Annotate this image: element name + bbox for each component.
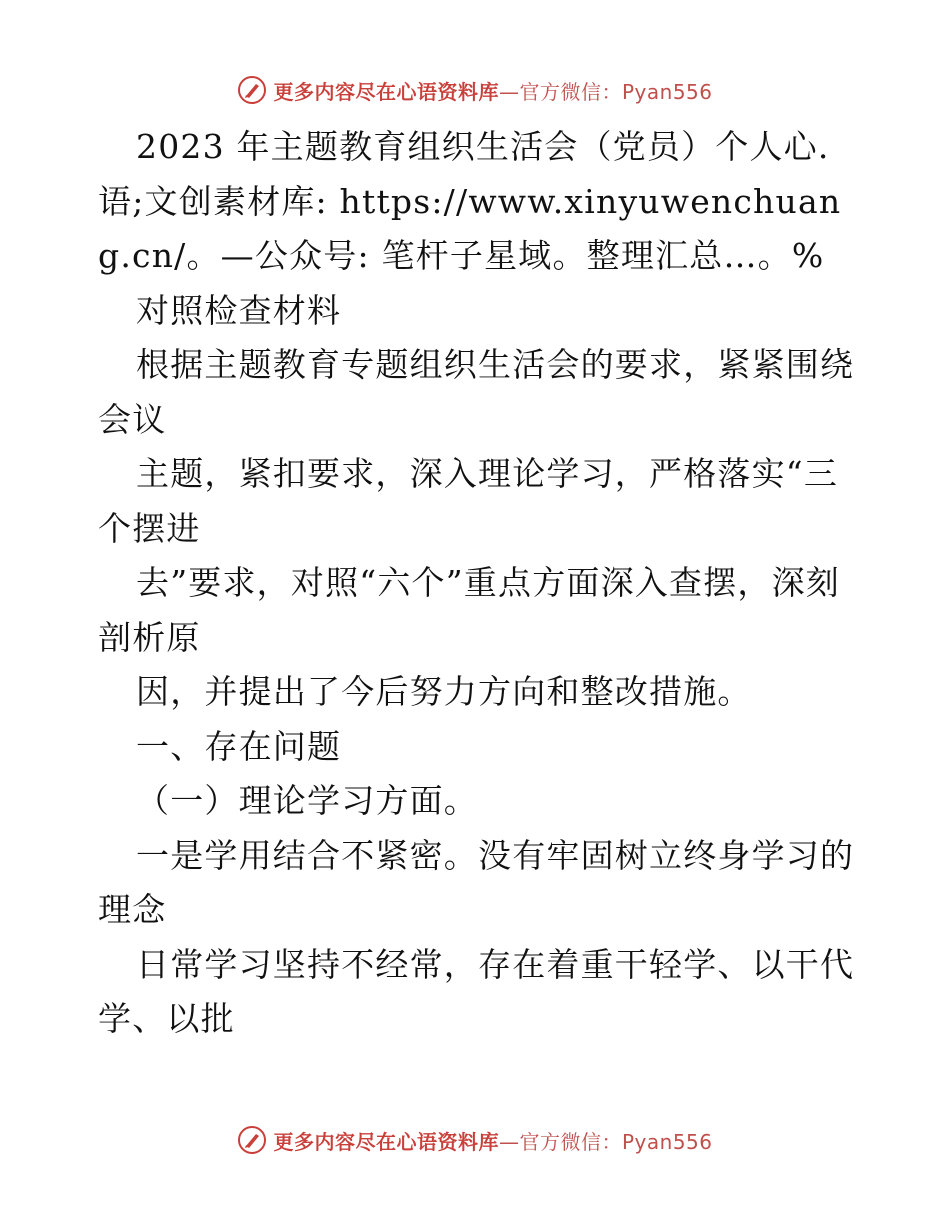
document-subtitle: 对照检查材料 (136, 290, 342, 330)
watermark-dash: — (498, 1129, 520, 1154)
watermark-brand: 更多内容尽在心语资料库 (273, 1129, 499, 1154)
footer-watermark (0, 1120, 950, 1160)
section-heading-problems: 一、存在问题 (136, 726, 342, 766)
paragraph-intro-3: 去”要求，对照“六个”重点方面深入查摆，深刻剖析原 (98, 563, 841, 657)
watermark-text (273, 76, 712, 105)
watermark-wechat-label: 官方微信： (519, 1129, 622, 1154)
watermark-text (273, 1126, 712, 1155)
quill-pen-logo-icon (237, 1125, 267, 1155)
subsection-heading-theory: （一）理论学习方面。 (136, 781, 478, 820)
paragraph-intro-4: 因，并提出了今后努力方向和整改措施。 (136, 672, 752, 711)
paragraph-intro-2: 主题，紧扣要求，深入理论学习，严格落实“三个摆进 (98, 454, 839, 548)
watermark-brand: 更多内容尽在心语资料库 (273, 79, 499, 104)
paragraph-point-1: 一是学用结合不紧密。没有牢固树立终身学习的理念 (98, 835, 855, 929)
document-body (98, 120, 858, 1047)
document-title-paragraph: 2023 年主题教育组织生活会（党员）个人心.语;文创素材库: https://www.xinyuwenchuang.cn/。—公众号: 笔杆子星域。整理汇总…。% (98, 127, 842, 275)
watermark-dash: — (498, 79, 520, 104)
paragraph-intro-1: 根据主题教育专题组织生活会的要求，紧紧围绕会议 (98, 345, 855, 439)
header-watermark (0, 70, 950, 110)
watermark-wechat-label: 官方微信： (519, 79, 622, 104)
quill-pen-logo-icon (237, 75, 267, 105)
watermark-wechat-id: Pyan556 (621, 79, 713, 104)
watermark-wechat-id: Pyan556 (621, 1129, 713, 1154)
paragraph-point-1-cont: 日常学习坚持不经常，存在着重干轻学、以干代学、以批 (98, 944, 855, 1038)
